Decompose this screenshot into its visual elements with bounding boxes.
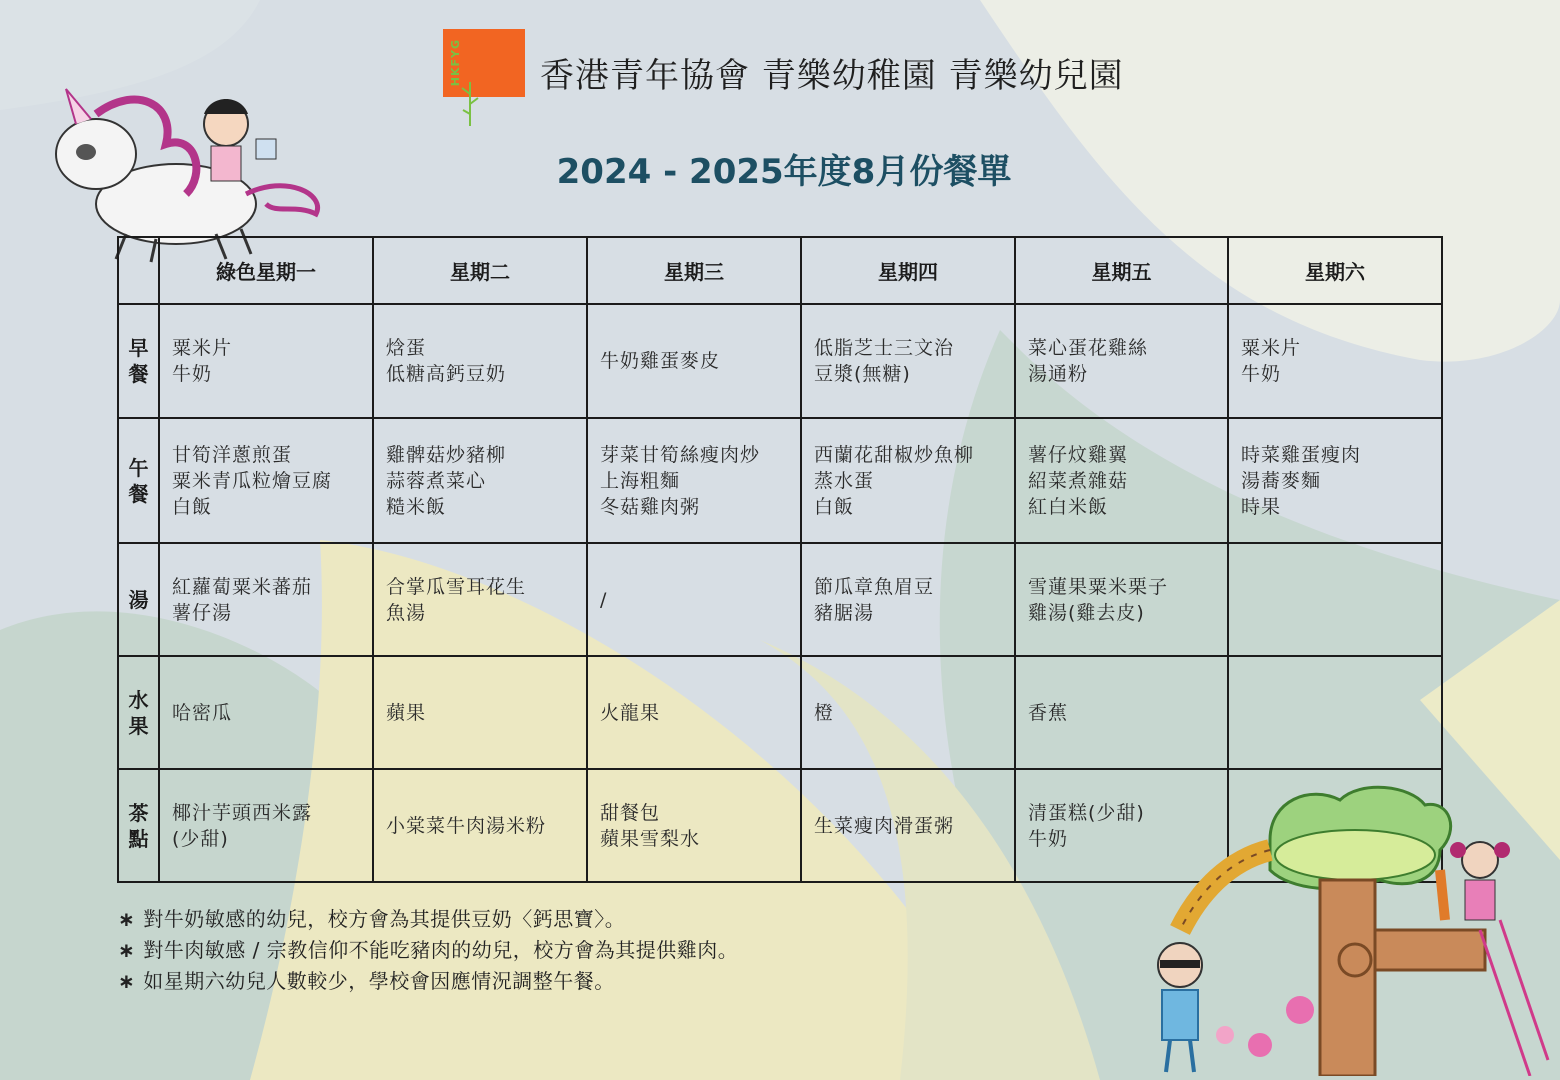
dish-item: 薯仔炆雞翼 <box>1028 443 1129 466</box>
dish-item: 蒸水蛋 <box>814 469 875 492</box>
dish-item: 紅蘿蔔粟米蕃茄 <box>172 575 313 598</box>
dish-item: 粟米青瓜粒燴豆腐 <box>172 469 333 492</box>
dish-item: 生菜瘦肉滑蛋粥 <box>814 814 955 837</box>
menu-cell <box>1228 543 1442 656</box>
dish-item: 哈密瓜 <box>172 701 233 724</box>
menu-cell <box>1228 304 1442 418</box>
dish-item: 芽菜甘筍絲瘦肉炒 <box>600 443 761 466</box>
dish-item: 牛奶雞蛋麥皮 <box>600 350 721 372</box>
menu-cell <box>587 656 801 769</box>
menu-cell <box>587 769 801 882</box>
day-header: 星期五 <box>1015 237 1228 304</box>
meal-label <box>118 304 159 418</box>
day-header: 綠色星期一 <box>159 237 373 304</box>
dish-item: (少甜) <box>172 827 229 850</box>
dish-item: 低糖高鈣豆奶 <box>386 363 507 385</box>
day-header: 星期三 <box>587 237 801 304</box>
dish-item: 薯仔湯 <box>172 601 233 624</box>
meal-row <box>118 656 1442 769</box>
meal-label <box>118 418 159 543</box>
meal-label-char: 早 <box>128 336 149 360</box>
dish-item: 牛奶 <box>172 363 213 385</box>
organization-name: 香港青年協會 青樂幼稚園 青樂幼兒園 <box>540 56 1124 96</box>
meal-label-char: 果 <box>128 713 149 738</box>
dish-item: 糙米飯 <box>386 495 447 518</box>
meal-row <box>118 418 1442 543</box>
note-text: 對牛肉敏感 / 宗教信仰不能吃豬肉的幼兒，校方會為其提供雞肉。 <box>143 938 739 962</box>
meal-row <box>118 304 1442 418</box>
dish-item: 低脂芝士三文治 <box>814 337 955 359</box>
dish-item: 合掌瓜雪耳花生 <box>386 575 527 598</box>
corner-cell <box>118 237 159 304</box>
menu-cell <box>1228 418 1442 543</box>
menu-cell <box>801 304 1015 418</box>
dish-item: 甜餐包 <box>600 801 661 824</box>
dish-item: 白飯 <box>172 495 213 518</box>
menu-cell <box>373 543 587 656</box>
menu-title: 2024 - 2025年度8月份餐單 <box>556 152 1012 192</box>
note-item <box>118 904 738 935</box>
dish-item: 豆漿(無糖) <box>814 363 911 385</box>
dish-item: 紅白米飯 <box>1028 495 1109 518</box>
dish-item: 時菜雞蛋瘦肉 <box>1241 443 1362 466</box>
menu-cell <box>1015 418 1228 543</box>
header-row <box>118 237 1442 304</box>
dish-item: 紹菜煮雜菇 <box>1028 469 1129 492</box>
meal-label-char: 茶 <box>128 800 149 825</box>
note-marker: ∗ <box>118 938 136 962</box>
hkfyg-logo <box>443 29 525 97</box>
dish-item: 豬腒湯 <box>814 601 875 624</box>
dish-item: 牛奶 <box>1241 363 1282 385</box>
dish-item: 蘋果 <box>386 701 427 724</box>
menu-cell <box>373 656 587 769</box>
note-text: 對牛奶敏感的幼兒，校方會為其提供豆奶〈鈣思寶〉。 <box>143 907 626 931</box>
dish-item: 粟米片 <box>172 337 233 359</box>
dish-item: 時果 <box>1241 495 1282 518</box>
meal-label-char: 湯 <box>128 587 149 612</box>
dish-item: 牛奶 <box>1028 827 1069 850</box>
dish-item: 雞湯(雞去皮) <box>1028 601 1145 624</box>
dish-item: 節瓜章魚眉豆 <box>814 575 935 598</box>
dish-item: 蘋果雪梨水 <box>600 827 701 850</box>
day-header: 星期二 <box>373 237 587 304</box>
dish-item: 湯蕎麥麵 <box>1241 469 1322 492</box>
menu-cell <box>373 304 587 418</box>
menu-cell <box>1015 656 1228 769</box>
dish-item: 清蛋糕(少甜) <box>1028 801 1145 824</box>
meal-label-char: 餐 <box>128 362 149 386</box>
dish-item: 橙 <box>814 701 835 724</box>
dish-item: / <box>600 588 608 611</box>
day-header: 星期四 <box>801 237 1015 304</box>
dish-item: 火龍果 <box>600 701 661 724</box>
menu-cell <box>159 304 373 418</box>
meal-label-char: 水 <box>128 687 149 712</box>
dish-item: 焓蛋 <box>386 337 427 359</box>
dish-item: 冬菇雞肉粥 <box>600 495 701 518</box>
dish-item: 白飯 <box>814 495 855 518</box>
meal-label-char: 午 <box>128 455 149 480</box>
dish-item: 甘筍洋蔥煎蛋 <box>172 443 293 466</box>
notes <box>118 904 738 997</box>
dish-item: 西蘭花甜椒炒魚柳 <box>814 443 975 466</box>
menu-cell <box>373 769 587 882</box>
menu-cell <box>373 418 587 543</box>
note-marker: ∗ <box>118 969 136 993</box>
menu-cell <box>159 543 373 656</box>
dish-item: 雞髀菇炒豬柳 <box>386 443 507 466</box>
menu-cell <box>587 418 801 543</box>
dish-item: 椰汁芋頭西米露 <box>172 801 313 824</box>
day-header: 星期六 <box>1228 237 1442 304</box>
dish-item: 魚湯 <box>386 601 427 624</box>
dish-item: 蒜蓉煮菜心 <box>386 469 487 492</box>
leaf-icon <box>460 80 482 128</box>
note-text: 如星期六幼兒人數較少，學校會因應情況調整午餐。 <box>143 969 615 993</box>
menu-cell <box>587 304 801 418</box>
meal-label <box>118 543 159 656</box>
dish-item: 粟米片 <box>1241 337 1302 359</box>
note-item <box>118 935 738 966</box>
dish-item: 香蕉 <box>1028 701 1069 724</box>
menu-cell <box>801 418 1015 543</box>
menu-cell <box>159 769 373 882</box>
logo-text: HKFYG <box>449 39 462 87</box>
menu-cell <box>801 543 1015 656</box>
kids-tree-drawing <box>1140 780 1550 1076</box>
note-item <box>118 966 738 997</box>
meal-label-char: 點 <box>128 826 149 851</box>
note-marker: ∗ <box>118 907 136 931</box>
menu-cell <box>1015 304 1228 418</box>
dish-item: 上海粗麵 <box>600 469 681 492</box>
meal-label-char: 餐 <box>128 481 149 506</box>
menu-cell <box>801 656 1015 769</box>
meal-label <box>118 656 159 769</box>
meal-label <box>118 769 159 882</box>
menu-cell <box>587 543 801 656</box>
menu-cell <box>1015 543 1228 656</box>
dish-item: 雪蓮果粟米栗子 <box>1028 575 1169 598</box>
menu-cell <box>801 769 1015 882</box>
dish-item: 菜心蛋花雞絲 <box>1028 337 1149 359</box>
meal-row <box>118 543 1442 656</box>
dish-item: 湯通粉 <box>1028 363 1089 385</box>
dish-item: 小棠菜牛肉湯米粉 <box>386 814 547 837</box>
menu-cell <box>159 656 373 769</box>
menu-cell <box>159 418 373 543</box>
menu-cell <box>1228 656 1442 769</box>
